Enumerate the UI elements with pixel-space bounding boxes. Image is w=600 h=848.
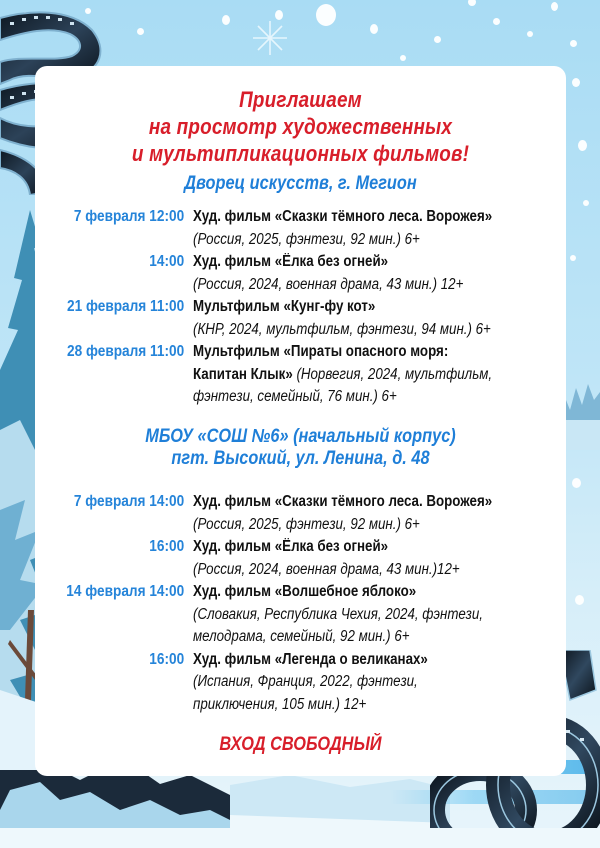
free-entry-notice: ВХОД СВОБОДНЫЙ [219,734,382,755]
snow-dot [575,595,584,605]
screening-datetime: 7 февраля 14:00 [73,493,185,510]
film-details: (Словакия, Республика Чехия, 2024, фэнтези, [193,605,484,623]
film-details: фэнтези, семейный, 76 мин.) 6+ [193,388,397,405]
snow-dot [434,36,441,43]
film-title-continued [193,364,503,387]
venue-name: Дворец искусств, г. Мегион [184,173,417,194]
snow-dot [583,200,589,206]
announcement-card [35,66,566,776]
schedule-palace-of-arts [35,206,566,409]
film-title: Мультфильм «Кунг-фу кот» [193,298,376,315]
screening-datetime: 7 февраля 12:00 [73,208,185,225]
snow-ground [0,828,600,848]
screening-row [35,491,566,536]
snow-dot [572,78,580,87]
film-title: Худ. фильм «Ёлка без огней» [193,538,389,555]
venue-address: пгт. Высокий, ул. Ленина, д. 48 [171,448,430,469]
snow-dot [493,18,500,25]
film-title: Худ. фильм «Сказки тёмного леса. Ворожея» [193,208,493,225]
snow-field-right [566,420,600,450]
film-details: (Россия, 2025, фэнтези, 92 мин.) 6+ [193,515,420,533]
snowflake-icon [250,18,290,58]
screening-datetime: 21 февраля 11:00 [67,298,185,315]
schedule-school-6 [35,491,566,716]
film-details: (КНР, 2024, мультфильм, фэнтези, 94 мин.) 6+ [193,320,491,338]
title-line-3: и мультипликационных фильмов! [131,141,470,166]
screening-row [35,206,566,251]
film-details: (Россия, 2025, фэнтези, 92 мин.) 6+ [193,230,420,248]
snow-dot [578,140,587,151]
snow-dot [468,0,476,6]
snow-dot [370,24,378,34]
film-details: (Россия, 2024, военная драма, 43 мин.)12+ [193,560,460,578]
snow-dot [400,55,406,61]
film-details-inline: (Норвегия, 2024, мультфильм, [296,365,493,383]
screening-datetime: 16:00 [149,538,185,555]
snow-dot [570,40,577,47]
film-details-cont: приключения, 105 мин.) 12+ [193,695,367,713]
screening-row [35,341,566,409]
film-title-cont-text: Капитан Клык» [193,365,293,383]
screening-row [35,649,566,717]
screening-row [35,581,566,649]
venue-heading-school-6 [72,426,529,470]
screening-datetime: 28 февраля 11:00 [67,343,185,360]
film-details: (Россия, 2024, военная драма, 43 мин.) 12+ [193,275,464,293]
title-line-2: на просмотр художественных [148,114,453,139]
screening-datetime: 16:00 [149,650,185,668]
film-title: Худ. фильм «Легенда о великанах» [193,650,428,668]
snow-dot [527,31,533,37]
snow-dot [316,4,336,26]
snow-dot [137,28,144,35]
screening-datetime: 14:00 [149,253,185,270]
venue-name: МБОУ «СОШ №6» (начальный корпус) [145,426,456,447]
film-details-cont: мелодрама, семейный, 92 мин.) 6+ [193,628,410,645]
venue-heading-palace-of-arts [72,173,529,195]
screening-row [35,536,566,581]
film-title: Худ. фильм «Ёлка без огней» [193,253,389,270]
title-line-1: Приглашаем [239,87,362,112]
screening-datetime: 14 февраля 14:00 [66,583,185,600]
invitation-title [72,86,529,167]
film-title: Мультфильм «Пираты опасного моря: [193,343,449,360]
film-title: Худ. фильм «Волшебное яблоко» [193,583,417,600]
screening-row [35,296,566,341]
snow-dot [551,2,558,11]
snow-dot [222,15,230,25]
film-details: (Испания, Франция, 2022, фэнтези, [193,673,418,690]
snow-dot [570,255,576,261]
film-title: Худ. фильм «Сказки тёмного леса. Ворожея» [193,493,493,510]
snow-dot [572,478,581,488]
screening-row [35,251,566,296]
